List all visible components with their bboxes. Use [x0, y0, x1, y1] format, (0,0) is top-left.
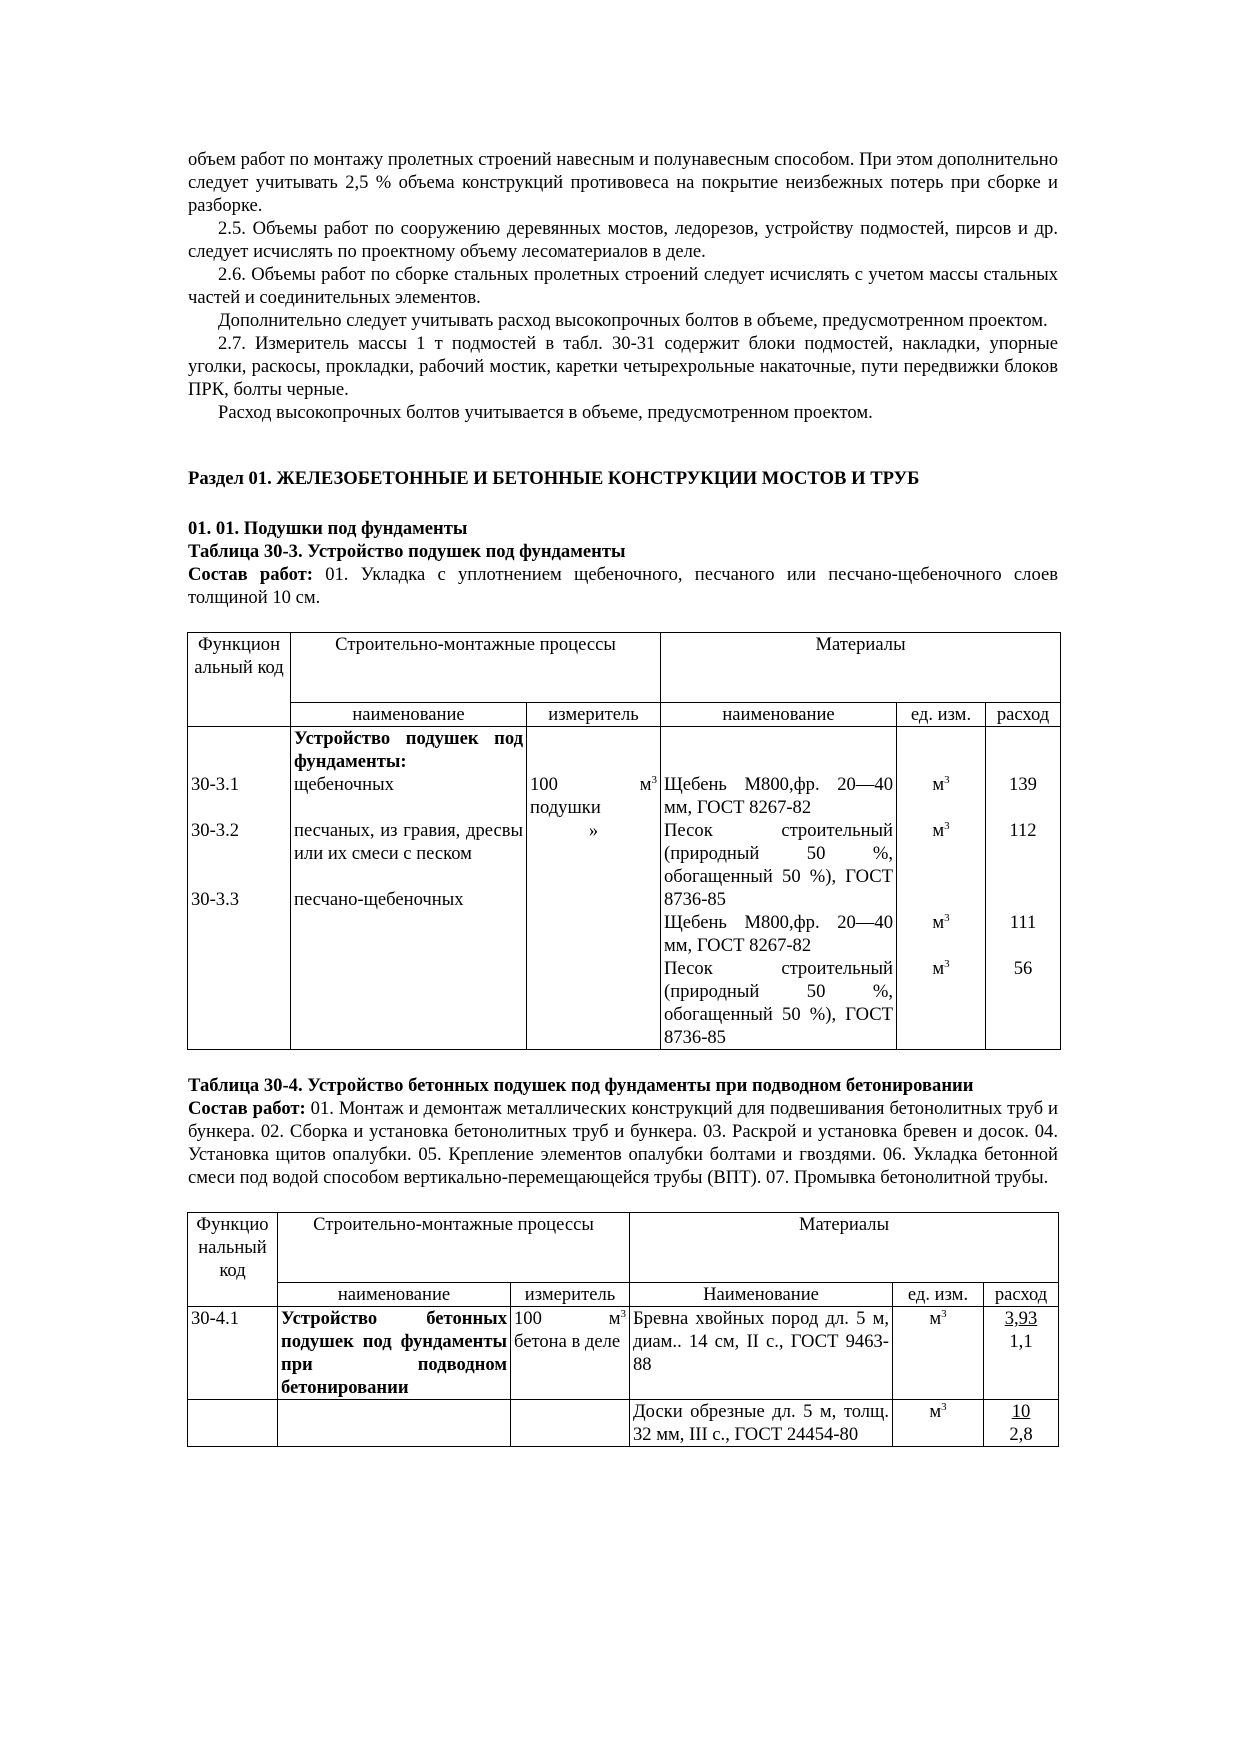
- row-unit-sub: бетона в деле: [514, 1331, 621, 1352]
- table-row: [188, 1307, 1059, 1400]
- row-material-unit: $м^3$: [932, 957, 950, 979]
- header-material-name: Наименование: [630, 1283, 893, 1307]
- row-qty-bottom: 2,8: [1009, 1424, 1033, 1445]
- row-name: песчано-щебеночных: [294, 889, 464, 910]
- composition-label: Состав работ:: [188, 564, 313, 585]
- row-material-unit: $м^3$: [932, 773, 950, 795]
- row-code: 30-3.2: [191, 820, 240, 841]
- row-name: Устройство бетонных подушек под фундаменты при подводном бетонировании: [278, 1307, 511, 1400]
- header-consumption: расход: [984, 1283, 1059, 1307]
- intro-paragraph-5: 2.7. Измеритель массы 1 т подмостей в табл. 30-31 содержит блоки подмостей, накладки, упорные уголки, раскосы, прокладки, рабочий мостик, каретки четырехрольные накаточные, пути передвижки блоков ПРК, болты черные.: [188, 333, 1058, 400]
- header-material-name: наименование: [661, 703, 897, 727]
- row-code: 30-4.1: [188, 1307, 278, 1400]
- subsection-title: 01. 01. Подушки под фундаменты: [188, 518, 468, 539]
- row-material: Песок строительный (природный 50 %, обогащенный 50 %), ГОСТ 8736-85: [664, 958, 893, 1048]
- composition-label: Состав работ:: [188, 1098, 306, 1119]
- row-unit: 100 $м^3$: [530, 773, 657, 795]
- table-30-4: [187, 1212, 1059, 1447]
- table-30-3: [187, 632, 1061, 1050]
- header-materials: Материалы: [661, 633, 1061, 703]
- table-30-4-title: Таблица 30-4. Устройство бетонных подушек под фундаменты при подводном бетонировании: [188, 1075, 974, 1096]
- section-title: Раздел 01. ЖЕЛЕЗОБЕТОННЫЕ И БЕТОННЫЕ КОНСТРУКЦИИ МОСТОВ И ТРУБ: [188, 468, 920, 489]
- row-material: Песок строительный (природный 50 %, обогащенный 50 %), ГОСТ 8736-85: [664, 820, 893, 910]
- row-qty-top: 3,93: [1004, 1308, 1038, 1329]
- header-materials: Материалы: [630, 1213, 1059, 1283]
- header-name: наименование: [278, 1283, 511, 1307]
- row-qty: 111: [1009, 912, 1037, 933]
- row-qty-bottom: 1,1: [1009, 1331, 1033, 1352]
- row-material-unit: $м^3$: [893, 1307, 984, 1400]
- header-unit: измеритель: [511, 1283, 630, 1307]
- header-material-unit: ед. изм.: [897, 703, 986, 727]
- table-row: [188, 727, 1061, 1050]
- row-qty-top: 10: [1011, 1401, 1031, 1422]
- header-code: Функцио нальный код: [188, 1213, 278, 1307]
- row-material-unit: $м^3$: [932, 911, 950, 933]
- header-processes: Строительно-монтажные процессы: [291, 633, 661, 703]
- table-30-3-composition: [188, 563, 1058, 609]
- row-material-unit: $м^3$: [932, 819, 950, 841]
- header-material-unit: ед. изм.: [893, 1283, 984, 1307]
- header-processes: Строительно-монтажные процессы: [278, 1213, 630, 1283]
- row-unit-sub: подушки: [530, 797, 601, 818]
- row-qty: 56: [1013, 958, 1033, 979]
- table-30-4-composition: [188, 1097, 1058, 1189]
- row-qty: 112: [1009, 820, 1037, 841]
- intro-paragraph-2: 2.5. Объемы работ по сооружению деревянных мостов, ледорезов, устройству подмостей, пирсов и др. следует исчислять по проектному объему лесоматериалов в деле.: [188, 218, 1058, 262]
- table-30-3-title: Таблица 30-3. Устройство подушек под фундаменты: [188, 541, 626, 562]
- group-title: Устройство подушек под фундаменты:: [294, 728, 523, 772]
- row-qty: 139: [1009, 774, 1037, 795]
- row-material: Щебень М800,фр. 20—40 мм, ГОСТ 8267-82: [664, 774, 893, 818]
- row-code: 30-3.1: [191, 774, 240, 795]
- row-code: 30-3.3: [191, 889, 240, 910]
- intro-paragraph-3: 2.6. Объемы работ по сборке стальных пролетных строений следует исчислять с учетом массы стальных частей и соединительных элементов.: [188, 264, 1058, 308]
- row-unit-ditto: »: [588, 820, 599, 841]
- composition-text: 01. Укладка с уплотнением щебеночного, песчаного или песчано-щебеночного слоев толщиной 10 см.: [188, 564, 1058, 608]
- header-code: Функцион альный код: [188, 633, 291, 727]
- row-material: Доски обрезные дл. 5 м, толщ. 32 мм, III с., ГОСТ 24454-80: [630, 1400, 893, 1447]
- document-page: [188, 148, 1058, 1447]
- header-name: наименование: [291, 703, 527, 727]
- intro-paragraph-6: Расход высокопрочных болтов учитывается в объеме, предусмотренном проектом.: [218, 402, 873, 423]
- row-name: песчаных, из гравия, дресвы или их смеси с песком: [294, 820, 523, 864]
- row-material-unit: $м^3$: [893, 1400, 984, 1447]
- row-name: щебеночных: [294, 774, 394, 795]
- row-material: Щебень М800,фр. 20—40 мм, ГОСТ 8267-82: [664, 912, 893, 956]
- header-consumption: расход: [986, 703, 1061, 727]
- intro-paragraph-1: объем работ по монтажу пролетных строений навесным и полунавесным способом. При этом дополнительно следует учитывать 2,5 % объема конструкций противовеса на покрытие неизбежных потерь при сборке и разборке.: [188, 149, 1058, 216]
- header-unit: измеритель: [527, 703, 661, 727]
- intro-paragraph-4: Дополнительно следует учитывать расход высокопрочных болтов в объеме, предусмотренном проектом.: [218, 310, 1048, 331]
- row-material: Бревна хвойных пород дл. 5 м, диам.. 14 см, II с., ГОСТ 9463-88: [630, 1307, 893, 1400]
- row-unit: 100 $м^3$: [514, 1307, 626, 1329]
- table-row: [188, 1400, 1059, 1447]
- composition-text: 01. Монтаж и демонтаж металлических конструкций для подвешивания бетонолитных труб и бункера. 02. Сборка и установка бетонолитных труб и бункера. 03. Раскрой и установка бревен и досок. 04. Установка щитов опалубки. 05. Крепление элементов опалубки болтами и гвоздями. 06. Укладка бетонной смеси под водой способом вертикально-перемещающейся трубы (ВПТ). 07. Промывка бетонолитной трубы.: [188, 1098, 1058, 1188]
